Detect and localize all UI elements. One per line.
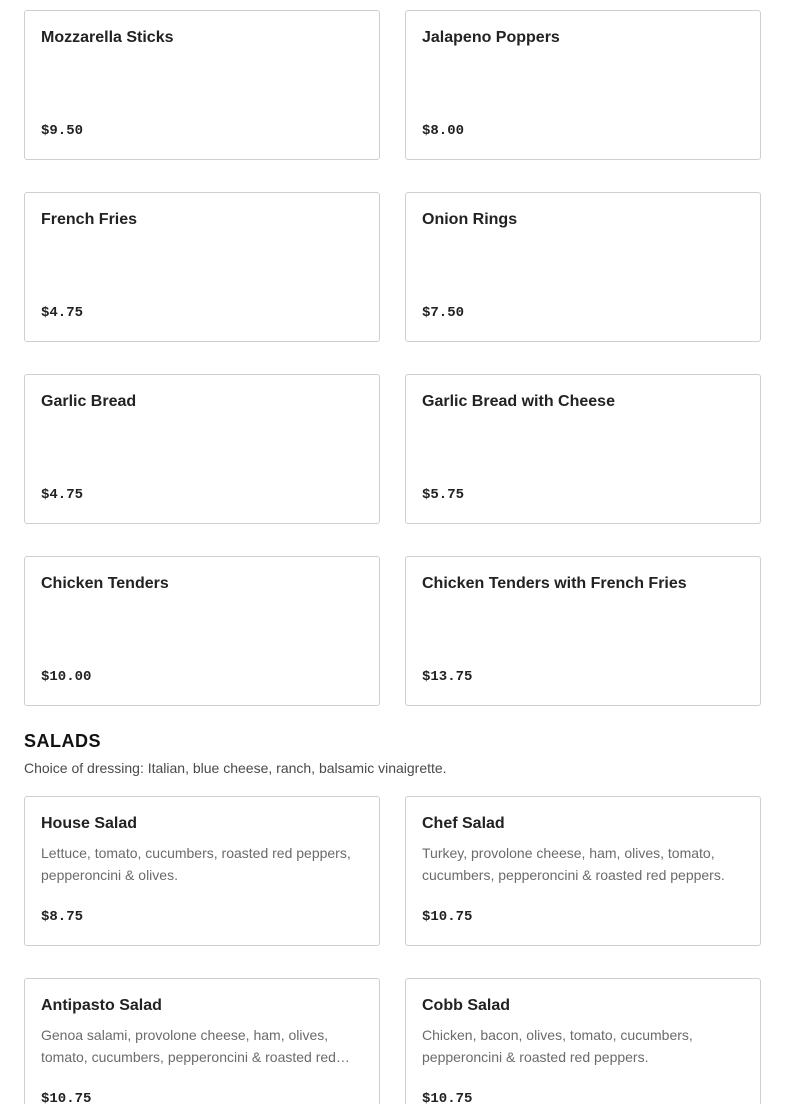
item-description: Turkey, provolone cheese, ham, olives, tomato, cucumbers, pepperoncini & roasted red peppers.: [422, 845, 725, 883]
item-price: $9.50: [41, 123, 84, 139]
menu-item-card[interactable]: [24, 796, 380, 946]
item-name: Chicken Tenders with French Fries: [422, 575, 687, 592]
item-name: Chef Salad: [422, 815, 505, 832]
item-name: Onion Rings: [422, 211, 518, 228]
item-price: $10.75: [41, 1091, 92, 1104]
section-title-salads: SALADS: [24, 731, 102, 751]
item-price: $5.75: [422, 487, 465, 503]
menu-item-card[interactable]: [24, 192, 380, 342]
item-name: Jalapeno Poppers: [422, 29, 560, 46]
item-description: Genoa salami, provolone cheese, ham, olives, tomato, cucumbers, pepperoncini & roasted red…: [41, 1027, 350, 1065]
item-price: $7.50: [422, 305, 465, 321]
menu-item-card[interactable]: [405, 374, 761, 524]
item-name: Cobb Salad: [422, 997, 511, 1014]
item-name: Garlic Bread with Cheese: [422, 393, 615, 410]
item-price: $10.00: [41, 669, 92, 685]
item-description: Chicken, bacon, olives, tomato, cucumbers, pepperoncini & roasted red peppers.: [422, 1027, 693, 1065]
item-name: Garlic Bread: [41, 393, 137, 410]
item-price: $8.75: [41, 909, 84, 925]
item-price: $4.75: [41, 487, 84, 503]
menu-item-card[interactable]: [405, 556, 761, 706]
menu-item-card[interactable]: [405, 796, 761, 946]
item-name: Chicken Tenders: [41, 575, 169, 592]
menu-item-card[interactable]: [24, 978, 380, 1104]
menu-item-card[interactable]: [24, 374, 380, 524]
item-name: Mozzarella Sticks: [41, 29, 174, 46]
item-price: $10.75: [422, 909, 473, 925]
item-name: Antipasto Salad: [41, 997, 162, 1014]
item-description: Lettuce, tomato, cucumbers, roasted red peppers, pepperoncini & olives.: [41, 845, 351, 883]
item-price: $10.75: [422, 1091, 473, 1104]
appetizers-grid: [24, 10, 761, 706]
item-name: French Fries: [41, 211, 138, 228]
menu-item-card[interactable]: [24, 556, 380, 706]
menu-item-card[interactable]: [405, 10, 761, 160]
item-price: $8.00: [422, 123, 465, 139]
menu-item-card[interactable]: [24, 10, 380, 160]
item-price: $4.75: [41, 305, 84, 321]
menu-item-card[interactable]: [405, 978, 761, 1104]
item-price: $13.75: [422, 669, 473, 685]
menu-item-card[interactable]: [405, 192, 761, 342]
salads-grid: [24, 796, 761, 1104]
section-description: Choice of dressing: Italian, blue cheese, ranch, balsamic vinaigrette.: [24, 760, 447, 776]
item-name: House Salad: [41, 815, 138, 832]
